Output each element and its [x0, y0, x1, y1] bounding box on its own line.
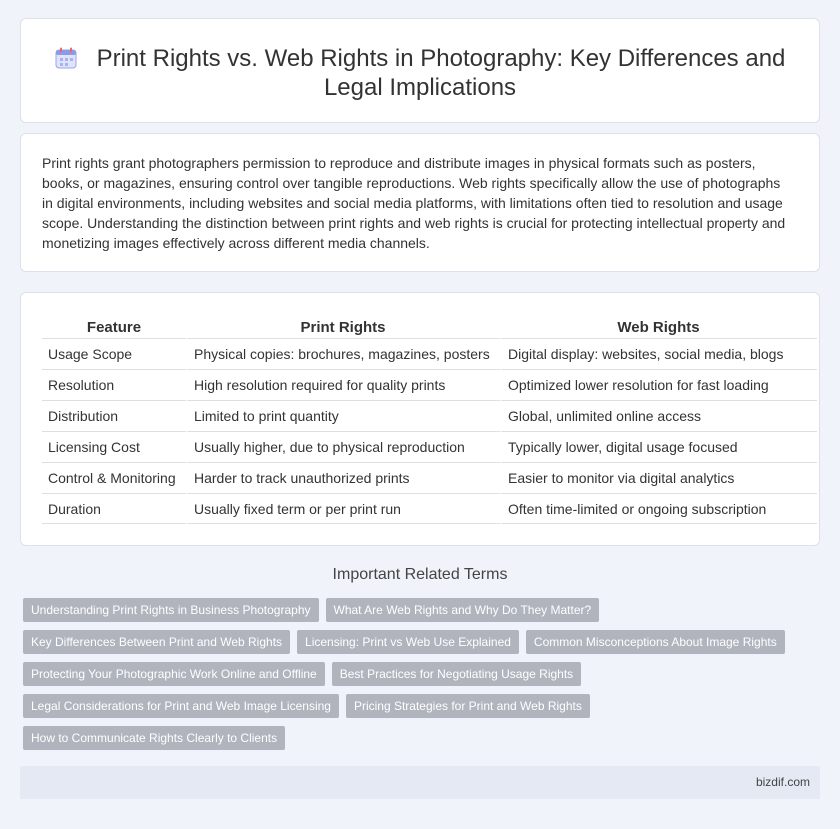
table-cell: Global, unlimited online access — [500, 400, 817, 431]
related-term-link[interactable]: Pricing Strategies for Print and Web Rights — [346, 694, 590, 718]
related-term-link[interactable]: Protecting Your Photographic Work Online and Offline — [23, 662, 325, 686]
header-feature: Feature — [86, 319, 142, 336]
title-card — [20, 18, 820, 123]
comparison-table — [42, 315, 817, 524]
table-cell: Usually higher, due to physical reproduction — [186, 431, 500, 462]
calendar-icon — [55, 47, 77, 69]
related-term-link[interactable]: Licensing: Print vs Web Use Explained — [297, 630, 519, 654]
intro-card — [20, 133, 820, 272]
table-row — [42, 431, 817, 462]
comparison-card — [20, 292, 820, 546]
tag-row — [23, 662, 813, 686]
footer — [20, 766, 820, 799]
table-row — [42, 493, 817, 524]
table-row — [42, 462, 817, 493]
table-cell: Usually fixed term or per print run — [186, 493, 500, 524]
related-term-link[interactable]: What Are Web Rights and Why Do They Matter? — [326, 598, 600, 622]
table-header-row — [42, 315, 817, 338]
related-term-link[interactable]: Best Practices for Negotiating Usage Rights — [332, 662, 581, 686]
table-cell: Usage Scope — [42, 338, 186, 369]
table-cell: Often time-limited or ongoing subscription — [500, 493, 817, 524]
table-row — [42, 400, 817, 431]
header-web-rights: Web Rights — [617, 319, 700, 336]
page-title: Print Rights vs. Web Rights in Photography: Key Differences and Legal Implications — [96, 45, 786, 101]
tag-row — [23, 598, 813, 622]
table-cell: High resolution required for quality prints — [186, 369, 500, 400]
table-cell: Digital display: websites, social media, blogs — [500, 338, 817, 369]
table-cell: Easier to monitor via digital analytics — [500, 462, 817, 493]
table-cell: Typically lower, digital usage focused — [500, 431, 817, 462]
related-term-link[interactable]: Common Misconceptions About Image Rights — [526, 630, 785, 654]
related-term-link[interactable]: Key Differences Between Print and Web Rights — [23, 630, 290, 654]
related-term-link[interactable]: How to Communicate Rights Clearly to Clients — [23, 726, 285, 750]
table-cell: Licensing Cost — [42, 431, 186, 462]
table-cell: Optimized lower resolution for fast loading — [500, 369, 817, 400]
table-row — [42, 338, 817, 369]
table-cell: Duration — [42, 493, 186, 524]
footer-site-name: bizdif.com — [755, 775, 810, 789]
table-cell: Limited to print quantity — [186, 400, 500, 431]
related-terms-heading: Important Related Terms — [332, 566, 508, 583]
page-title-wrap — [21, 44, 819, 102]
tag-row — [23, 630, 813, 654]
table-cell: Resolution — [42, 369, 186, 400]
tag-row — [23, 694, 813, 718]
related-terms-list — [23, 598, 813, 758]
table-cell: Harder to track unauthorized prints — [186, 462, 500, 493]
header-print-rights: Print Rights — [300, 319, 386, 336]
table-cell: Control & Monitoring — [42, 462, 186, 493]
table-cell: Physical copies: brochures, magazines, posters — [186, 338, 500, 369]
intro-paragraph: Print rights grant photographers permission to reproduce and distribute images in physical formats such as posters, books, or magazines, ensuring control over tangible reproductions. Web rights specifically allow the use of photographs in digital environments, including websites and social media platforms, with limitations often tied to resolution and usage scope. Understanding the distinction between print rights and web rights is crucial for protecting intellectual property and monetizing images effectively across different media channels. — [42, 155, 786, 251]
related-term-link[interactable]: Legal Considerations for Print and Web Image Licensing — [23, 694, 339, 718]
related-term-link[interactable]: Understanding Print Rights in Business Photography — [23, 598, 319, 622]
table-cell: Distribution — [42, 400, 186, 431]
table-row — [42, 369, 817, 400]
tag-row — [23, 726, 813, 750]
